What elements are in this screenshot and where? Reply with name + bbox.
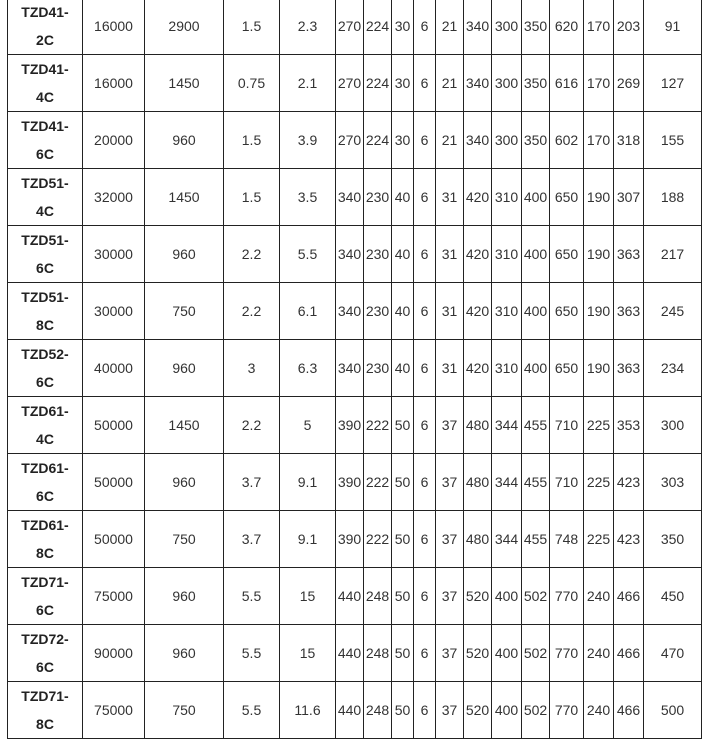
table-cell: 340	[464, 55, 492, 112]
table-cell: 11.6	[280, 682, 336, 739]
model-name-part: 4C	[36, 203, 54, 219]
table-cell: 1.5	[224, 0, 280, 55]
table-cell: 190	[584, 283, 614, 340]
table-row	[8, 511, 702, 568]
table-cell: 248	[364, 568, 392, 625]
table-cell: 31	[436, 226, 464, 283]
table-cell: 37	[436, 625, 464, 682]
table-cell: 3.7	[224, 511, 280, 568]
table-cell: 480	[464, 511, 492, 568]
table-cell: 960	[145, 226, 224, 283]
table-cell: 5.5	[224, 682, 280, 739]
table-row	[8, 340, 702, 397]
table-cell: 40	[392, 283, 414, 340]
table-cell: 520	[464, 625, 492, 682]
table-cell: 520	[464, 568, 492, 625]
table-cell: 222	[364, 511, 392, 568]
table-cell: 3.7	[224, 454, 280, 511]
table-cell: 300	[492, 55, 522, 112]
table-cell: 390	[336, 397, 364, 454]
model-name-part: 6C	[36, 374, 54, 390]
table-cell: 350	[522, 112, 550, 169]
table-cell: 6.3	[280, 340, 336, 397]
table-cell: 0.75	[224, 55, 280, 112]
table-cell: 960	[145, 625, 224, 682]
table-cell: 225	[584, 397, 614, 454]
table-row	[8, 568, 702, 625]
table-cell: 91	[644, 0, 702, 55]
table-cell: 1450	[145, 169, 224, 226]
table-cell: 16000	[83, 0, 145, 55]
model-cell	[8, 454, 83, 511]
table-cell: 480	[464, 397, 492, 454]
table-cell: 470	[644, 625, 702, 682]
table-cell: 480	[464, 454, 492, 511]
table-cell: 222	[364, 397, 392, 454]
table-cell: 770	[550, 625, 584, 682]
table-cell: 30	[392, 112, 414, 169]
table-cell: 350	[644, 511, 702, 568]
model-name-part: 6C	[36, 602, 54, 618]
spec-table-body	[8, 0, 702, 739]
table-cell: 50000	[83, 454, 145, 511]
table-cell: 390	[336, 511, 364, 568]
table-cell: 455	[522, 397, 550, 454]
table-cell: 230	[364, 283, 392, 340]
table-cell: 2.2	[224, 283, 280, 340]
table-cell: 960	[145, 568, 224, 625]
table-cell: 400	[522, 283, 550, 340]
table-cell: 21	[436, 112, 464, 169]
table-cell: 420	[464, 283, 492, 340]
table-cell: 455	[522, 454, 550, 511]
model-name-part: 4C	[36, 89, 54, 105]
table-cell: 6	[414, 568, 436, 625]
table-cell: 502	[522, 568, 550, 625]
table-cell: 6	[414, 112, 436, 169]
table-cell: 303	[644, 454, 702, 511]
table-cell: 230	[364, 226, 392, 283]
table-cell: 602	[550, 112, 584, 169]
table-cell: 344	[492, 454, 522, 511]
table-cell: 270	[336, 0, 364, 55]
table-cell: 90000	[83, 625, 145, 682]
table-cell: 15	[280, 625, 336, 682]
table-cell: 650	[550, 169, 584, 226]
table-cell: 203	[614, 0, 644, 55]
table-cell: 31	[436, 283, 464, 340]
model-name-part: 6C	[36, 659, 54, 675]
model-name-part: TZD61-	[21, 403, 69, 419]
model-cell	[8, 397, 83, 454]
table-cell: 127	[644, 55, 702, 112]
table-cell: 1.5	[224, 112, 280, 169]
table-cell: 6	[414, 340, 436, 397]
table-cell: 520	[464, 682, 492, 739]
table-cell: 344	[492, 397, 522, 454]
model-name-part: TZD41-	[21, 118, 69, 134]
table-cell: 234	[644, 340, 702, 397]
table-cell: 420	[464, 340, 492, 397]
table-cell: 440	[336, 568, 364, 625]
table-cell: 1450	[145, 55, 224, 112]
table-cell: 37	[436, 454, 464, 511]
table-cell: 225	[584, 511, 614, 568]
table-row	[8, 226, 702, 283]
table-cell: 6	[414, 55, 436, 112]
model-cell	[8, 0, 83, 55]
table-cell: 502	[522, 625, 550, 682]
table-cell: 390	[336, 454, 364, 511]
spec-table	[7, 0, 702, 739]
table-cell: 50	[392, 682, 414, 739]
table-cell: 6	[414, 226, 436, 283]
table-cell: 455	[522, 511, 550, 568]
table-cell: 400	[522, 226, 550, 283]
table-cell: 340	[336, 169, 364, 226]
table-cell: 710	[550, 454, 584, 511]
table-cell: 750	[145, 283, 224, 340]
table-cell: 30000	[83, 283, 145, 340]
table-cell: 9.1	[280, 511, 336, 568]
table-cell: 340	[336, 226, 364, 283]
table-cell: 6	[414, 169, 436, 226]
table-cell: 1450	[145, 397, 224, 454]
table-cell: 37	[436, 511, 464, 568]
table-cell: 960	[145, 454, 224, 511]
table-cell: 960	[145, 112, 224, 169]
table-cell: 2.1	[280, 55, 336, 112]
table-cell: 466	[614, 682, 644, 739]
table-cell: 310	[492, 169, 522, 226]
table-cell: 37	[436, 568, 464, 625]
table-cell: 190	[584, 169, 614, 226]
table-cell: 310	[492, 340, 522, 397]
model-name-part: TZD51-	[21, 289, 69, 305]
table-cell: 363	[614, 226, 644, 283]
table-cell: 248	[364, 625, 392, 682]
table-cell: 363	[614, 340, 644, 397]
model-cell	[8, 682, 83, 739]
table-cell: 400	[492, 568, 522, 625]
model-cell	[8, 226, 83, 283]
table-cell: 230	[364, 340, 392, 397]
table-cell: 5.5	[224, 568, 280, 625]
model-name-part: TZD51-	[21, 232, 69, 248]
table-cell: 340	[336, 283, 364, 340]
table-cell: 420	[464, 169, 492, 226]
table-cell: 748	[550, 511, 584, 568]
table-cell: 770	[550, 568, 584, 625]
table-cell: 16000	[83, 55, 145, 112]
table-cell: 269	[614, 55, 644, 112]
model-name-part: 6C	[36, 146, 54, 162]
table-cell: 270	[336, 55, 364, 112]
table-cell: 363	[614, 283, 644, 340]
table-cell: 616	[550, 55, 584, 112]
table-cell: 466	[614, 568, 644, 625]
table-cell: 400	[522, 169, 550, 226]
model-name-part: 6C	[36, 488, 54, 504]
table-cell: 3	[224, 340, 280, 397]
table-cell: 2.3	[280, 0, 336, 55]
table-cell: 450	[644, 568, 702, 625]
table-cell: 190	[584, 340, 614, 397]
table-cell: 75000	[83, 682, 145, 739]
table-cell: 650	[550, 340, 584, 397]
table-cell: 15	[280, 568, 336, 625]
model-cell	[8, 568, 83, 625]
model-cell	[8, 340, 83, 397]
table-cell: 310	[492, 226, 522, 283]
model-cell	[8, 55, 83, 112]
table-cell: 225	[584, 454, 614, 511]
table-cell: 40	[392, 169, 414, 226]
table-cell: 6.1	[280, 283, 336, 340]
table-cell: 340	[336, 340, 364, 397]
table-row	[8, 397, 702, 454]
table-row	[8, 112, 702, 169]
table-row	[8, 682, 702, 739]
table-row	[8, 55, 702, 112]
table-cell: 6	[414, 511, 436, 568]
table-cell: 960	[145, 340, 224, 397]
table-cell: 21	[436, 55, 464, 112]
model-name-part: TZD52-	[21, 346, 69, 362]
model-name-part: TZD61-	[21, 460, 69, 476]
table-cell: 32000	[83, 169, 145, 226]
table-row	[8, 0, 702, 55]
table-cell: 440	[336, 682, 364, 739]
table-cell: 21	[436, 0, 464, 55]
table-cell: 1.5	[224, 169, 280, 226]
model-name-part: TZD72-	[21, 631, 69, 647]
table-cell: 423	[614, 454, 644, 511]
table-cell: 50	[392, 625, 414, 682]
table-cell: 5.5	[224, 625, 280, 682]
table-cell: 350	[522, 0, 550, 55]
table-cell: 650	[550, 226, 584, 283]
table-cell: 31	[436, 169, 464, 226]
table-row	[8, 283, 702, 340]
table-cell: 248	[364, 682, 392, 739]
table-cell: 75000	[83, 568, 145, 625]
table-cell: 50	[392, 511, 414, 568]
table-cell: 5	[280, 397, 336, 454]
table-cell: 9.1	[280, 454, 336, 511]
table-cell: 240	[584, 568, 614, 625]
table-cell: 224	[364, 0, 392, 55]
table-cell: 6	[414, 283, 436, 340]
table-cell: 170	[584, 55, 614, 112]
table-cell: 340	[464, 0, 492, 55]
table-cell: 50	[392, 397, 414, 454]
table-cell: 420	[464, 226, 492, 283]
table-cell: 300	[492, 0, 522, 55]
table-cell: 620	[550, 0, 584, 55]
table-cell: 30000	[83, 226, 145, 283]
table-cell: 30	[392, 0, 414, 55]
table-cell: 423	[614, 511, 644, 568]
model-name-part: 8C	[36, 545, 54, 561]
model-name-part: 2C	[36, 32, 54, 48]
table-cell: 440	[336, 625, 364, 682]
table-cell: 40	[392, 226, 414, 283]
model-name-part: TZD41-	[21, 4, 69, 20]
table-cell: 6	[414, 397, 436, 454]
table-cell: 502	[522, 682, 550, 739]
model-name-part: 6C	[36, 260, 54, 276]
model-name-part: 4C	[36, 431, 54, 447]
table-cell: 224	[364, 55, 392, 112]
table-cell: 310	[492, 283, 522, 340]
model-name-part: 8C	[36, 317, 54, 333]
table-cell: 400	[492, 682, 522, 739]
table-row	[8, 625, 702, 682]
table-cell: 318	[614, 112, 644, 169]
table-cell: 400	[492, 625, 522, 682]
table-row	[8, 169, 702, 226]
table-cell: 30	[392, 55, 414, 112]
model-name-part: TZD41-	[21, 61, 69, 77]
table-cell: 37	[436, 397, 464, 454]
table-cell: 240	[584, 625, 614, 682]
table-cell: 400	[522, 340, 550, 397]
model-cell	[8, 112, 83, 169]
table-cell: 307	[614, 169, 644, 226]
table-cell: 155	[644, 112, 702, 169]
table-cell: 50000	[83, 397, 145, 454]
table-cell: 750	[145, 511, 224, 568]
table-cell: 353	[614, 397, 644, 454]
table-cell: 31	[436, 340, 464, 397]
table-cell: 217	[644, 226, 702, 283]
table-cell: 340	[464, 112, 492, 169]
table-cell: 170	[584, 0, 614, 55]
table-cell: 650	[550, 283, 584, 340]
model-name-part: TZD61-	[21, 517, 69, 533]
table-cell: 710	[550, 397, 584, 454]
table-cell: 6	[414, 454, 436, 511]
table-row	[8, 454, 702, 511]
table-cell: 37	[436, 682, 464, 739]
table-cell: 20000	[83, 112, 145, 169]
table-cell: 170	[584, 112, 614, 169]
table-cell: 350	[522, 55, 550, 112]
table-cell: 245	[644, 283, 702, 340]
table-cell: 6	[414, 0, 436, 55]
model-name-part: TZD71-	[21, 574, 69, 590]
table-cell: 240	[584, 682, 614, 739]
table-cell: 50000	[83, 511, 145, 568]
table-cell: 5.5	[280, 226, 336, 283]
table-cell: 750	[145, 682, 224, 739]
model-name-part: 8C	[36, 716, 54, 732]
table-cell: 3.9	[280, 112, 336, 169]
table-cell: 2.2	[224, 226, 280, 283]
model-cell	[8, 169, 83, 226]
model-cell	[8, 283, 83, 340]
model-cell	[8, 511, 83, 568]
table-cell: 6	[414, 625, 436, 682]
table-cell: 500	[644, 682, 702, 739]
table-cell: 344	[492, 511, 522, 568]
table-cell: 300	[644, 397, 702, 454]
table-cell: 40000	[83, 340, 145, 397]
model-cell	[8, 625, 83, 682]
table-cell: 270	[336, 112, 364, 169]
table-cell: 3.5	[280, 169, 336, 226]
table-cell: 188	[644, 169, 702, 226]
table-cell: 770	[550, 682, 584, 739]
table-cell: 300	[492, 112, 522, 169]
table-cell: 224	[364, 112, 392, 169]
table-cell: 190	[584, 226, 614, 283]
table-cell: 466	[614, 625, 644, 682]
table-cell: 2.2	[224, 397, 280, 454]
table-cell: 230	[364, 169, 392, 226]
model-name-part: TZD51-	[21, 175, 69, 191]
table-cell: 222	[364, 454, 392, 511]
table-cell: 50	[392, 454, 414, 511]
table-cell: 50	[392, 568, 414, 625]
model-name-part: TZD71-	[21, 688, 69, 704]
table-cell: 2900	[145, 0, 224, 55]
table-cell: 40	[392, 340, 414, 397]
table-cell: 6	[414, 682, 436, 739]
